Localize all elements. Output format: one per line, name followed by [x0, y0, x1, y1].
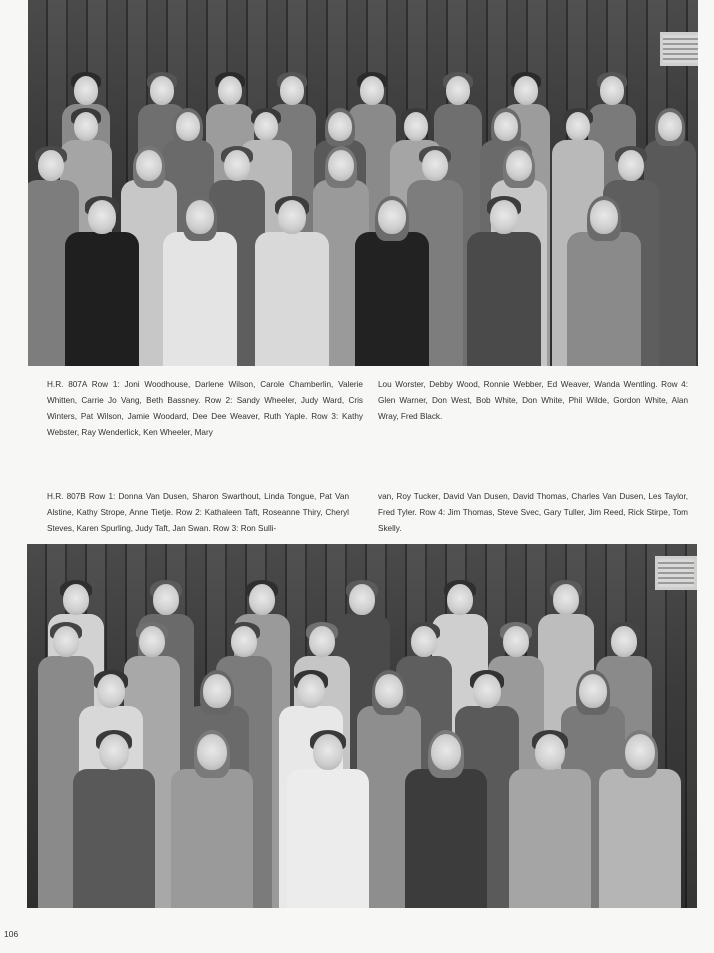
hr807b-caption-left: H.R. 807B Row 1: Donna Van Dusen, Sharon Swarthout, Linda Tongue, Pat Van Alstine, Kathy Strope, Anne Tietje. Row 2: Kathaleen Taft, Roseanne Thiry, Cheryl Steves, Karen Spurling, Judy Taft, Jan Swan. Row 3: Ron Sulli-: [47, 492, 349, 533]
hr807a-caption-right: Lou Worster, Debby Wood, Ronnie Webber, Ed Weaver, Wanda Wentling. Row 4: Glen Warner, Don West, Bob White, Don White, Phil Wilde, Gordon White, Alan Wray, Fred Black.: [378, 380, 688, 421]
wall-vent: [660, 32, 698, 66]
hr807b-caption-right: van, Roy Tucker, David Van Dusen, David Thomas, Charles Van Dusen, Les Taylor, Fred Tyler. Row 4: Jim Thomas, Steve Svec, Gary Tuller, Jim Reed, Rick Stirpe, Tom Skelly.: [378, 492, 688, 533]
page-number: 106: [4, 929, 19, 939]
homeroom-807a-group-photo: [28, 0, 698, 366]
wall-vent: [655, 556, 697, 590]
homeroom-807b-group-photo: [27, 544, 697, 908]
hr807a-caption-left: H.R. 807A Row 1: Joni Woodhouse, Darlene Wilson, Carole Chamberlin, Valerie Whitten, Carrie Jo Vang, Beth Bassney. Row 2: Sandy Wheeler, Judy Ward, Cris Winters, Pat Wilson, Jamie Woodard, Dee Dee Weaver, Ruth Yaple. Row 3: Kathy Webster, Ray Wenderlick, Ken Wheeler, Mary: [47, 380, 363, 437]
